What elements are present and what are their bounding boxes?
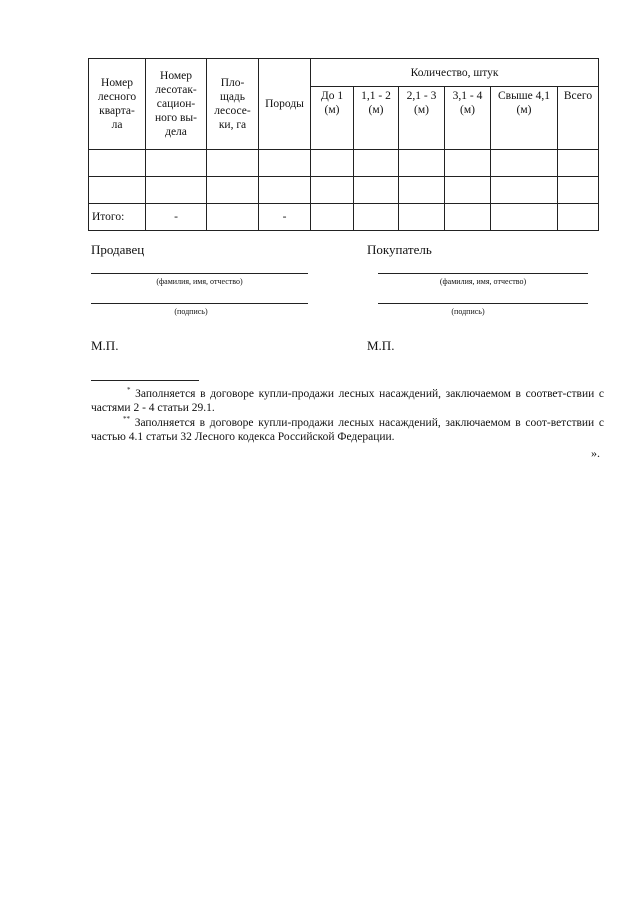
header-2-1-3: 2,1 - 3 (м) (399, 87, 445, 150)
buyer-sign-caption: (подпись) (451, 307, 485, 316)
closing-quote: ». (591, 446, 600, 460)
seller-mp: М.П. (91, 338, 119, 353)
buyer-mp: М.П. (367, 338, 395, 353)
footnote-1 (91, 383, 604, 415)
footnote-2-mark: ** (123, 415, 130, 423)
header-do-1: До 1 (м) (311, 87, 354, 150)
header-kolichestvo: Количество, штук (311, 59, 599, 87)
seller-name-line (91, 273, 308, 274)
buyer-title: Покупатель (367, 242, 432, 257)
total-vydel: - (146, 204, 207, 231)
buyer-name-line (378, 273, 588, 274)
footnote-1-text: Заполняется в договоре купли-продажи лесных насаждений, заключаемом в соответ-ствии с частями 2 - 4 статьи 29.1. (91, 387, 605, 414)
table-row (89, 150, 599, 177)
header-kvartal: Номер лесного кварта- ла (89, 59, 146, 150)
footnote-2-text: Заполняется в договоре купли-продажи лесных насаждений, заключаемом в соот-ветствии с частью 4.1 статьи 32 Лесного кодекса Российской Федерации. (91, 416, 605, 443)
buyer-sign-line (378, 303, 588, 304)
header-vsego: Всего (558, 87, 599, 150)
header-svyshe-4-1: Свыше 4,1 (м) (491, 87, 558, 150)
footnote-1-mark: * (127, 386, 131, 394)
header-porody: Породы (259, 59, 311, 150)
header-1-1-2: 1,1 - 2 (м) (354, 87, 399, 150)
total-label: Итого: (89, 204, 146, 231)
header-ploshchad: Пло- щадь лесосе- ки, га (207, 59, 259, 150)
seller-title: Продавец (91, 242, 145, 257)
buyer-name-caption: (фамилия, имя, отчество) (439, 277, 527, 286)
footnote-2 (91, 412, 604, 444)
seller-sign-line (91, 303, 308, 304)
wood-count-table (88, 58, 599, 231)
footnote-separator (91, 380, 199, 381)
header-vydel: Номер лесотак- сацион- ного вы- дела (146, 59, 207, 150)
table-row (89, 177, 599, 204)
seller-sign-caption: (подпись) (174, 307, 208, 316)
total-row (89, 204, 599, 231)
total-porody: - (259, 204, 311, 231)
header-3-1-4: 3,1 - 4 (м) (445, 87, 491, 150)
seller-name-caption: (фамилия, имя, отчество) (156, 277, 243, 286)
